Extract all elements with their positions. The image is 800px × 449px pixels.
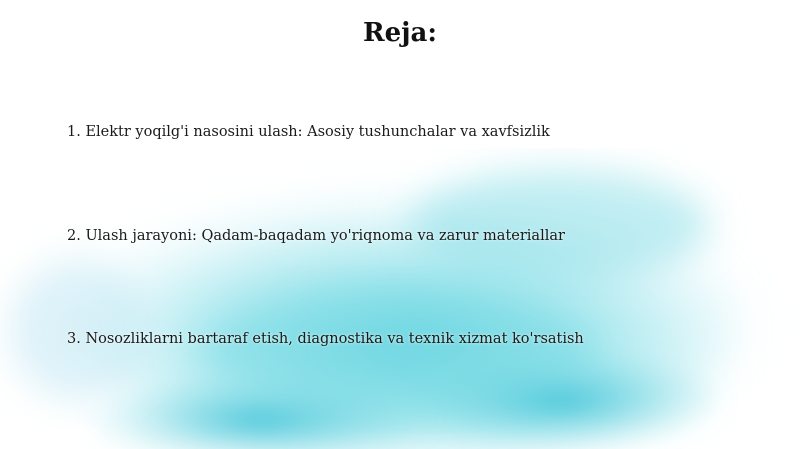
plan-item-2: 2. Ulash jarayoni: Qadam-baqadam yo'riqnoma va zarur materiallar xyxy=(67,228,565,244)
slide-title: Reja: xyxy=(362,18,437,48)
plan-item-3: 3. Nosozliklarni bartaraf etish, diagnostika va texnik xizmat ko'rsatish xyxy=(67,331,584,347)
plan-item-1: 1. Elektr yoqilg'i nasosini ulash: Asosiy tushunchalar va xavfsizlik xyxy=(67,124,550,140)
